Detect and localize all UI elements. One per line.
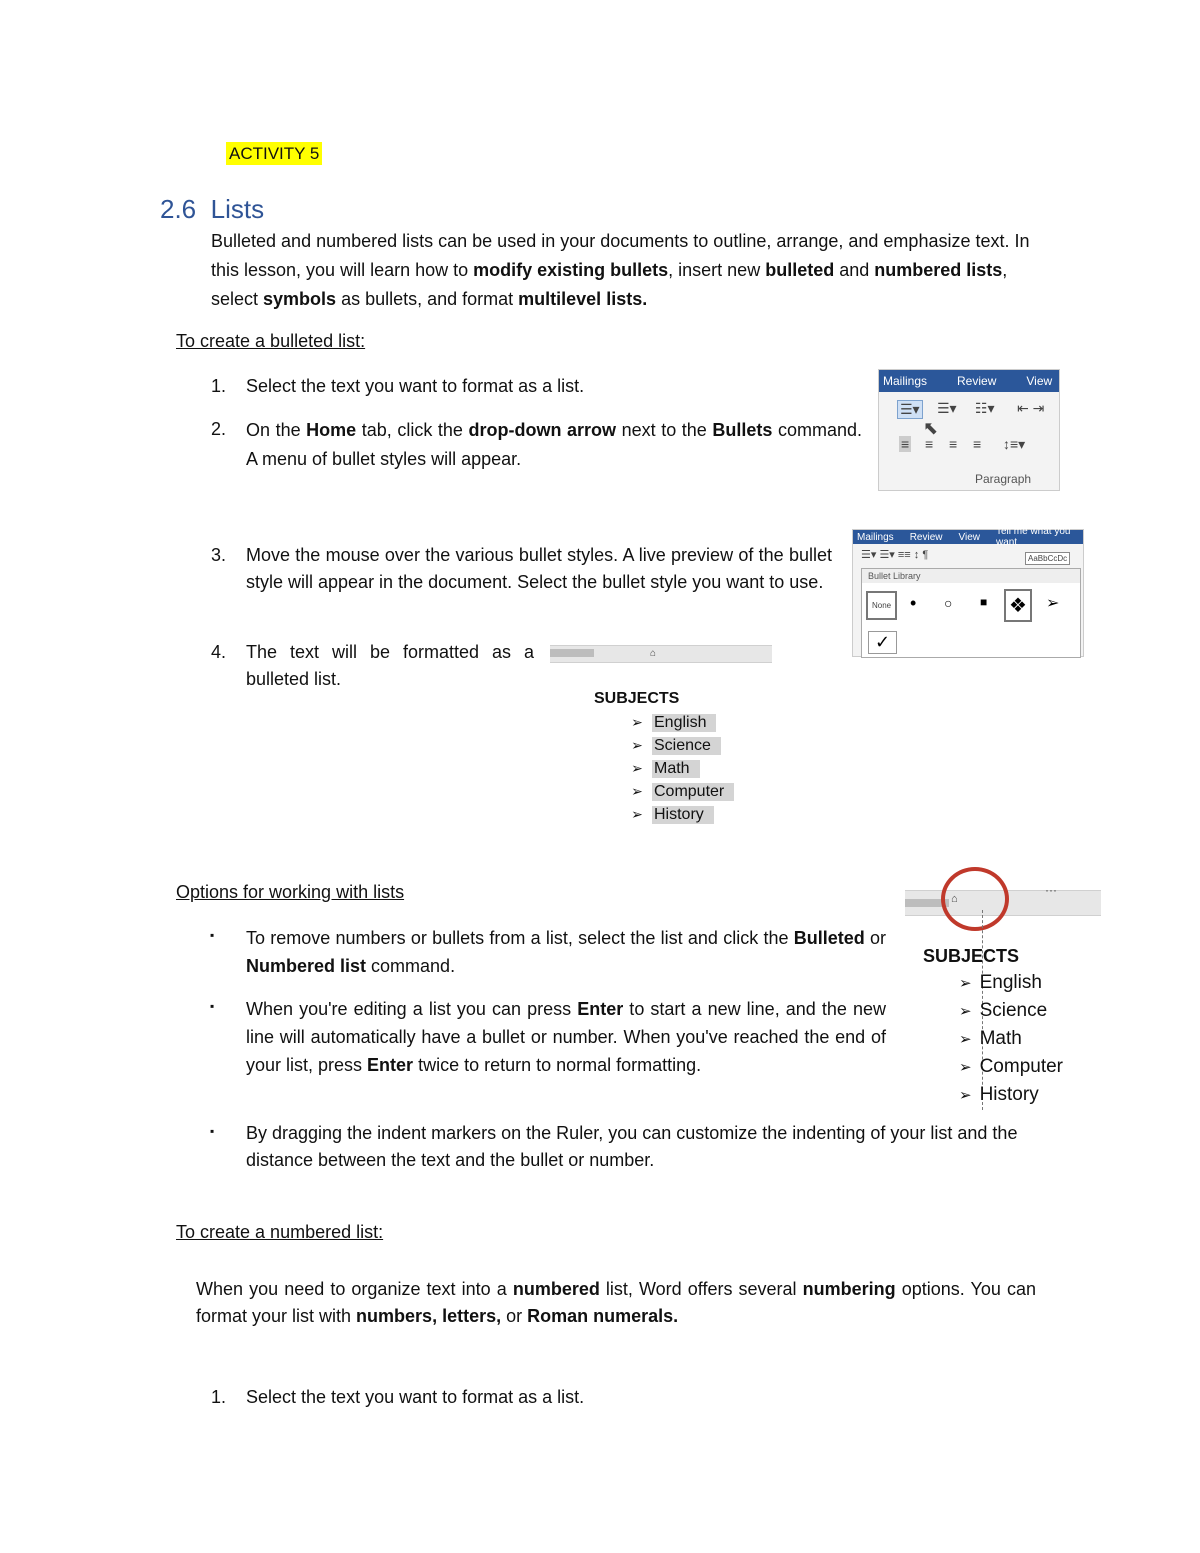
multilevel-icon: ☷▾ (975, 400, 995, 416)
option-3-bullet-icon: ▪ (210, 1124, 215, 1138)
bullet-check-option[interactable]: ✓ (868, 631, 897, 654)
bullet-library-panel (861, 568, 1081, 658)
numbered-list-heading: To create a numbered list: (176, 1222, 384, 1242)
arrow-bullet-icon: ➢ (959, 1003, 972, 1020)
tab2-tell-me: Tell me what you want (995, 526, 1071, 548)
arrow-bullet-icon: ➢ (959, 1031, 972, 1048)
option-3-text: By dragging the indent markers on the Ruler, you can customize the indenting of your list and the distance between the text and the bullet or number. (246, 1123, 1018, 1170)
justify-icon: ≡ (973, 436, 982, 452)
cursor-icon: ⬉ (923, 418, 939, 438)
list-item: ➢ Science (622, 734, 734, 757)
bullets-icon: ☰▾ (897, 400, 923, 419)
step-3-text: Move the mouse over the various bullet styles. A live preview of the bullet style will appear in the document. Select the bullet style you want to use. (246, 545, 832, 592)
step-2-number: 2. (211, 419, 227, 439)
arrow-bullet-icon: ➢ (631, 783, 643, 799)
bullet-none-option[interactable]: None (866, 591, 897, 620)
bullet-dot-option[interactable]: • (910, 593, 917, 613)
ruler-dots-icon: ··· (1045, 883, 1057, 897)
bullet-circle-option[interactable]: ○ (944, 595, 953, 611)
bullets-icon-2: ☰▾ ☰▾ ≡≡ ↕ ¶ (861, 549, 929, 561)
tab-mailings: Mailings (883, 374, 928, 388)
list-item: ➢ History (959, 1084, 1039, 1105)
step-4-number: 4. (211, 642, 227, 662)
option-2-text: When you're editing a list you can press Enter to start a new line, and the new line will automatically have a bullet or number. When you've reached the end of your list, press Enter twice to return to normal formatting. (246, 999, 886, 1075)
numbered-step-1-text: Select the text you want to format as a list. (246, 1387, 585, 1407)
bullet-square-option[interactable]: ■ (980, 595, 988, 609)
list-item: ➢ Math (622, 757, 734, 780)
arrow-bullet-icon: ➢ (631, 760, 643, 776)
tab-review: Review (957, 374, 997, 388)
indent-icon: ⇤ ⇥ (1017, 400, 1045, 416)
indent-marker-icon: ⌂ (650, 648, 657, 659)
arrow-bullet-icon: ➢ (631, 714, 643, 730)
options-heading: Options for working with lists (176, 882, 405, 902)
line-spacing-icon: ↕≡▾ (1003, 436, 1026, 452)
list-item: ➢ Computer (959, 1056, 1063, 1077)
numbered-step-1-number: 1. (211, 1387, 227, 1407)
bullet-library-label: Bullet Library (862, 569, 1080, 583)
section-title (160, 194, 264, 225)
option-2-bullet-icon: ▪ (210, 999, 215, 1013)
highlight-circle (941, 867, 1009, 931)
list-item: ➢ English (622, 711, 734, 734)
arrow-bullet-icon: ➢ (959, 1087, 972, 1104)
arrow-bullet-icon: ➢ (959, 1059, 972, 1076)
ribbon-group-label: Paragraph (975, 472, 1032, 486)
ribbon2-tabs (853, 526, 1083, 548)
subjects-list-1 (594, 690, 734, 826)
numbering-icon: ☰▾ (937, 400, 957, 416)
indent-marker-icon-2: ⌂ (951, 893, 958, 905)
subjects-title-1: SUBJECTS (594, 690, 680, 707)
tab-view: View (1026, 374, 1053, 388)
step-1-text: Select the text you want to format as a list. (246, 376, 585, 396)
tab2-review: Review (909, 531, 943, 543)
list-item: ➢ Computer (622, 780, 734, 803)
subjects-list-2 (923, 946, 1063, 1109)
step-3-number: 3. (211, 545, 227, 565)
list-item: ➢ History (622, 803, 734, 826)
style-gallery-label: AaBbCcDc (1025, 552, 1070, 565)
align-right-icon: ≡ (949, 436, 958, 452)
ribbon-paragraph-screenshot (878, 369, 1060, 491)
ribbon-tabs (879, 370, 1059, 392)
section-name: Lists (210, 194, 265, 224)
step-1-number: 1. (211, 376, 227, 396)
arrow-bullet-icon: ➢ (631, 737, 643, 753)
bulleted-list-heading: To create a bulleted list: (176, 331, 366, 351)
subjects-title-2: SUBJECTS (923, 946, 1020, 966)
numbered-intro: When you need to organize text into a numbered list, Word offers several numbering options. You can format your list with numbers, letters, or Roman numerals. (196, 1279, 1036, 1326)
align-left-icon: ≡ (901, 436, 910, 452)
list-item: ➢ Science (959, 1000, 1048, 1021)
align-center-icon: ≡ (925, 436, 934, 452)
option-1-bullet-icon: ▪ (210, 928, 215, 942)
activity-label: ACTIVITY 5 (226, 144, 322, 164)
list-item: ➢ Math (959, 1028, 1022, 1049)
step-4-text: The text will be formatted as a bulleted list. (246, 642, 534, 689)
step-2-text: On the Home tab, click the drop-down arrow next to the Bullets command. A menu of bullet styles will appear. (246, 420, 862, 469)
bullet-arrow-option[interactable]: ➢ (1046, 595, 1060, 612)
intro-paragraph: Bulleted and numbered lists can be used in your documents to outline, arrange, and emphasize text. In this lesson, you will learn how to modify existing bullets, insert new bulleted and numbered lists, select symbols as bullets, and format multilevel lists. (211, 231, 1030, 309)
bullet-library-screenshot (852, 526, 1084, 657)
bullet-diamond-option[interactable]: ❖ (1004, 589, 1032, 622)
section-number: 2.6 (160, 194, 197, 224)
tab2-mailings: Mailings (857, 531, 894, 543)
option-1-text: To remove numbers or bullets from a list, select the list and click the Bulleted or Numbered list command. (246, 928, 886, 976)
list-item: ➢ English (959, 972, 1042, 993)
arrow-bullet-icon: ➢ (959, 975, 972, 992)
ruler-1 (550, 645, 772, 663)
arrow-bullet-icon: ➢ (631, 806, 643, 822)
tab2-view: View (958, 531, 980, 543)
